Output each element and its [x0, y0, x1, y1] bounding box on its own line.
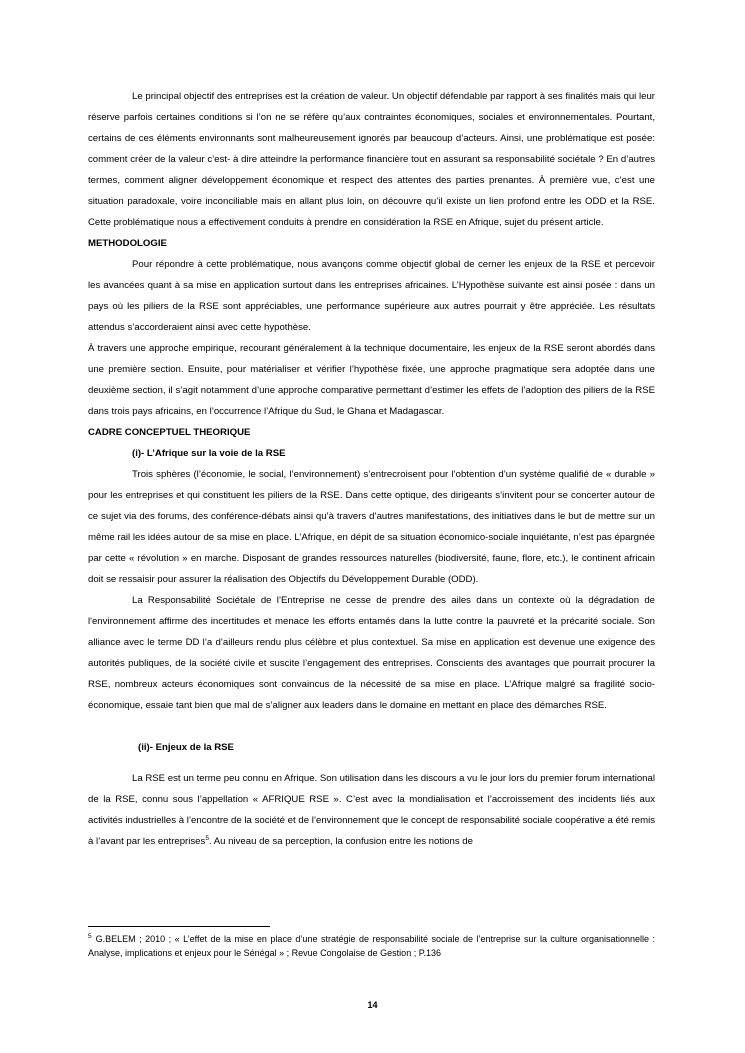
section-1-title: (i)- L’Afrique sur la voie de la RSE — [132, 448, 286, 459]
section-2-paragraph-text: La RSE est un terme peu connu en Afrique. Son utilisation dans les discours a vu le jour lors du premier forum international de la RSE, connu sous l’appellation « AFRIQUE RSE ». C’est avec la mondialisation et l’accroissement des incidents liés aux activités industrielles à l’encontre de la société et de l’environnement que le concept de responsabilité sociale coopérative a été remis à l’avant par les entreprises — [88, 773, 655, 847]
footnote — [88, 932, 655, 960]
section-2-paragraph-tail: . Au niveau de sa perception, la confusion entre les notions de — [208, 836, 473, 847]
methodologie-heading: METHODOLOGIE — [88, 238, 167, 249]
methodologie-paragraph-2: À travers une approche empirique, recourant généralement à la technique documentaire, les enjeux de la RSE seront abordés dans une première section. Ensuite, pour matérialiser et vérifier l’hypothèse fixée, une approche pragmatique sera adoptée dans une deuxième section, il s’agit notamment d’une approche comparative permettant d’estimer les effets de l’adoption des piliers de la RSE dans trois pays africains, en l’occurrence l’Afrique du Sud, le Ghana et Madagascar. — [88, 343, 655, 417]
cadre-heading: CADRE CONCEPTUEL THEORIQUE — [88, 427, 251, 438]
body-text — [88, 86, 655, 852]
methodologie-paragraph-1: Pour répondre à cette problématique, nous avançons comme objectif global de cerner les enjeux de la RSE et percevoir les avancées quant à sa mise en application surtout dans les entreprises africaines. L’Hypothèse suivante est ainsi posée : dans un pays où les piliers de la RSE sont appréciables, une performance supérieure aux autres pourrait y être appréciée. Les résultats attendus s’accorderaient ainsi avec cette hypothèse. — [88, 259, 655, 333]
section-2-paragraph — [88, 768, 655, 852]
section-2-title: (ii)- Enjeux de la RSE — [138, 742, 234, 753]
footnote-number: 5 — [88, 933, 92, 940]
section-1-paragraph-2: La Responsabilité Sociétale de l’Entreprise ne cesse de prendre des ailes dans un contexte où la dégradation de l'environnement affirme des incertitudes et menace les efforts entamés dans la lutte contre la pauvreté et la précarité sociale. Son alliance avec le terme DD l’a d’ailleurs rendu plus célèbre et plus contextuel. Sa mise en application est devenue une exigence des autorités publiques, de la société civile et suscite l’engagement des entreprises. Conscients des avantages que pourrait procurer la RSE, nombreux acteurs économiques sont convaincus de la nécessité de sa mise en place. L’Afrique malgré sa fragilité socio-économique, essaie tant bien que mal de s’aligner aux leaders dans le domaine en mettant en place des démarches RSE. — [88, 595, 655, 711]
footnote-separator — [88, 926, 270, 927]
page-number: 14 — [367, 1000, 378, 1010]
footnote-text: G.BELEM ; 2010 ; « L’effet de la mise en place d’une stratégie de responsabilité sociale de l’entreprise sur la culture organisationnelle : Analyse, implications et enjeux pour le Sénégal » ; Revue Congolaise de Gestion ; P.136 — [88, 934, 655, 958]
section-1-paragraph-1: Trois sphères (l’économie, le social, l’environnement) s’entrecroisent pour l’obtention d’un système qualifié de « durable » pour les entreprises et qui constituent les piliers de la RSE. Dans cette optique, des dirigeants s’invitent pour se concerter autour de ce sujet via des forums, des conférence-débats ainsi qu’à travers d’autres manifestations, des initiatives dans le but de mettre sur un même rail les idées autour de sa mise en place. L’Afrique, en dépit de sa situation économico-sociale inquiétante, n’est pas épargnée par cette « révolution » en marche. Disposant de grandes ressources naturelles (biodiversité, faune, flore, etc.), le continent africain doit se ressaisir pour assurer la réalisation des Objectifs du Développement Durable (ODD). — [88, 469, 655, 585]
intro-paragraph: Le principal objectif des entreprises est la création de valeur. Un objectif défendable par rapport à ses finalités mais qui leur réserve parfois certaines conditions si l’on ne se réfère qu’aux contraintes économiques, sociales et environnementales. Pourtant, certains de ces éléments environnants sont malheureusement ignorés par beaucoup d’acteurs. Ainsi, une problématique est posée: comment créer de la valeur c’est- à dire atteindre la performance financière tout en assurant sa responsabilité sociétale ? En d’autres termes, comment aligner développement économique et respect des attentes des parties prenantes. À première vue, c’est une situation paradoxale, voire inconciliable mais en allant plus loin, on découvre qu’il existe un lien profond entre les ODD et la RSE. Cette problématique nous a effectivement conduits à prendre en considération la RSE en Afrique, sujet du présent article. — [88, 91, 655, 228]
footnote-reference[interactable]: 5 — [205, 834, 209, 842]
